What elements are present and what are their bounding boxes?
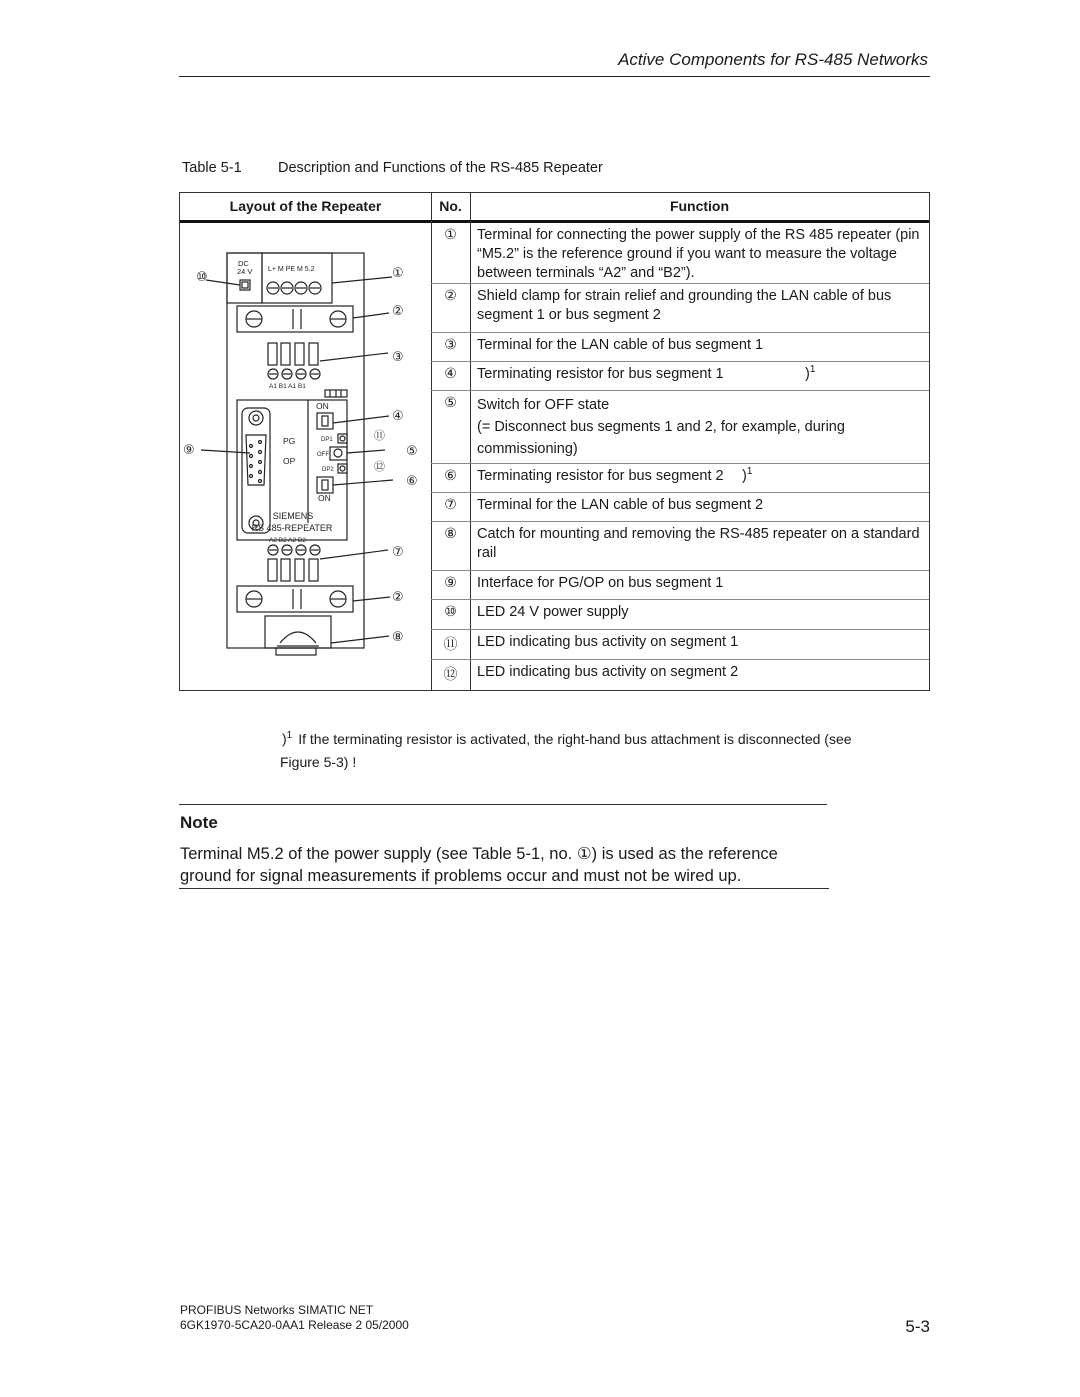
callout-10: ⑩ [196, 270, 208, 285]
table-row [431, 464, 929, 493]
row-function: Interface for PG/OP on bus segment 1 [477, 575, 724, 591]
row-number: ⑧ [444, 526, 457, 542]
page-number: 5-3 [905, 1317, 930, 1336]
repeater-layout-diagram [180, 223, 431, 691]
row-number: ④ [444, 366, 457, 382]
table-row [431, 493, 929, 522]
row-number: ⑦ [444, 497, 457, 513]
running-header-title: Active Components for RS-485 Networks [618, 50, 928, 69]
seg1-terminal-labels: A1 B1 A1 B1 [269, 383, 306, 390]
row-function: LED 24 V power supply [477, 604, 629, 620]
callout-7: ⑦ [392, 545, 404, 560]
row-number: ⑨ [444, 575, 457, 591]
row-function: Switch for OFF state (= Disconnect bus segments 1 and 2, for example, during commissioning) [477, 397, 845, 457]
table-row [431, 630, 929, 660]
row-number: ① [444, 227, 457, 243]
table-caption-text: Description and Functions of the RS-485 Repeater [278, 160, 603, 176]
callout-2: ② [392, 304, 404, 319]
off-label: OFF [317, 452, 329, 458]
callout-1: ① [392, 266, 404, 281]
row-number: ⑤ [444, 395, 457, 411]
header-function: Function [669, 198, 730, 214]
callout-11: ⑪ [374, 429, 385, 442]
row-function: Terminating resistor for bus segment 2 [477, 468, 724, 484]
row-function: LED indicating bus activity on segment 2 [477, 664, 739, 680]
table-row [431, 223, 929, 284]
callout-3: ③ [392, 350, 404, 365]
row-number: ⑪ [443, 637, 458, 653]
callout-8: ⑧ [392, 630, 404, 645]
on1-label: ON [316, 401, 329, 411]
footer-info [180, 1303, 409, 1333]
header-layout: Layout of the Repeater [229, 198, 382, 214]
table-number: Table 5-1 [182, 160, 242, 176]
note-top-rule [179, 804, 827, 805]
table-row [431, 660, 929, 690]
row-function: Terminal for the LAN cable of bus segment 1 [477, 337, 764, 353]
footnote [282, 724, 932, 774]
function-rows [431, 223, 929, 690]
row-function: Terminal for the LAN cable of bus segment 2 [477, 497, 764, 513]
note-title: Note [180, 813, 218, 832]
op-label: OP [283, 456, 296, 466]
dc-label: DC [238, 259, 249, 268]
table-row [431, 522, 929, 571]
row-number: ③ [444, 337, 457, 353]
footnote-text-line2: Figure 5-3) ! [280, 753, 357, 770]
footnote-marker: )$^1$ [805, 364, 816, 382]
on2-label: ON [318, 493, 331, 503]
callout-2b: ② [392, 590, 404, 605]
repeater-table [179, 192, 930, 691]
row-number: ⑫ [443, 667, 458, 683]
footer-line1: PROFIBUS Networks SIMATIC NET [180, 1303, 374, 1317]
row-number: ⑩ [444, 604, 457, 620]
table-caption [182, 160, 603, 176]
row-function: Terminal for connecting the power supply of the RS 485 repeater (pin “M5.2” is the reference ground if you want to measure the voltage between terminals “A2” and “B2”). [477, 227, 920, 281]
footnote-sup: 1 [286, 730, 293, 741]
table-row [431, 333, 929, 362]
row-function: LED indicating bus activity on segment 1 [477, 634, 739, 650]
dp1-label: DP1 [321, 437, 333, 443]
dp2-label: DP2 [322, 467, 334, 473]
table-row [431, 600, 929, 630]
table-row [431, 362, 929, 391]
pg-label: PG [283, 436, 296, 446]
seg2-terminal-labels: A2 B2 A2 B2 [269, 537, 306, 544]
brand-label: SIEMENS [272, 511, 314, 521]
footnote-paren: ) [282, 730, 287, 747]
row-function: Shield clamp for strain relief and grounding the LAN cable of bus segment 1 or bus segment 2 [477, 288, 892, 323]
header-no: No. [439, 198, 462, 214]
table-row [431, 571, 929, 600]
footnote-text: If the terminating resistor is activated, the right-hand bus attachment is disconnected (see [298, 730, 852, 747]
callout-9: ⑨ [183, 443, 195, 458]
callout-6: ⑥ [406, 474, 418, 489]
row-number: ② [444, 288, 457, 304]
note-bottom-rule [179, 888, 829, 889]
callout-4: ④ [392, 409, 404, 424]
callout-5: ⑤ [406, 444, 418, 459]
note-body: Terminal M5.2 of the power supply (see Table 5-1, no. ①) is used as the reference ground for signal measurements if problems occur and must not be wired up. [180, 845, 778, 885]
row-number: ⑥ [444, 468, 457, 484]
table-row [431, 391, 929, 464]
table-row [431, 284, 929, 333]
footnote-marker: )$^1$ [742, 466, 753, 484]
footer-line2: 6GK1970-5CA20-0AA1 Release 2 05/2000 [180, 1318, 409, 1332]
model-label: RS 485-REPEATER [251, 523, 333, 533]
row-function: Catch for mounting and removing the RS-485 repeater on a standard rail [477, 526, 920, 561]
callout-12: ⑫ [374, 460, 385, 473]
v24-label: 24 V [237, 267, 253, 276]
row-function: Terminating resistor for bus segment 1 [477, 366, 724, 382]
power-terminal-labels: L+ M PE M 5.2 [268, 266, 315, 273]
header-rule [179, 76, 930, 77]
